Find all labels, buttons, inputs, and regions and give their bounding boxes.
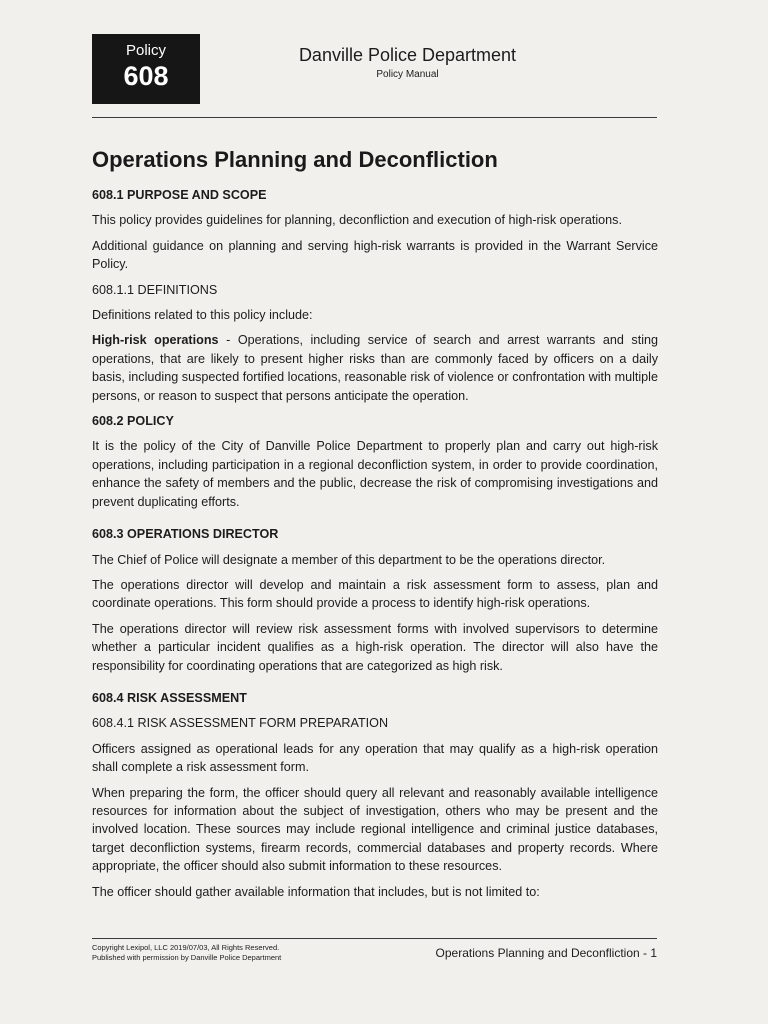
paragraph: The operations director will review risk assessment forms with involved supervisors to determine whether a particular incident qualifies as a high-risk operation. The director will also have the responsibility for coordinating operations that are categorized as high risk.	[92, 621, 658, 673]
subsection-heading-608-4-1: 608.4.1 RISK ASSESSMENT FORM PREPARATION	[92, 716, 389, 731]
section-heading-608-2: 608.2 POLICY	[92, 414, 174, 429]
footer-copyright	[92, 943, 412, 963]
paragraph: Officers assigned as operational leads for any operation that may qualify as a high-risk operation shall complete a risk assessment form.	[92, 741, 658, 775]
section-heading-608-1: 608.1 PURPOSE AND SCOPE	[92, 188, 267, 202]
policy-badge	[92, 34, 200, 104]
header-divider	[92, 117, 657, 118]
definition-term: High-risk operations	[92, 333, 219, 348]
section-heading-608-4: 608.4 RISK ASSESSMENT	[92, 690, 247, 705]
footer-page-label: Operations Planning and Deconfliction - 1	[435, 946, 657, 960]
definition-paragraph	[92, 331, 658, 405]
copyright-line: Copyright Lexipol, LLC 2019/07/03, All Rights Reserved.	[92, 943, 280, 952]
paragraph: Definitions related to this policy include:	[92, 308, 313, 323]
manual-name: Policy Manual	[376, 69, 439, 80]
policy-body	[92, 186, 658, 908]
department-name: Danville Police Department	[298, 45, 517, 65]
section-heading-608-3: 608.3 OPERATIONS DIRECTOR	[92, 527, 279, 542]
paragraph: This policy provides guidelines for planning, deconfliction and execution of high-risk operations.	[92, 213, 622, 228]
paragraph: It is the policy of the City of Danville Police Department to properly plan and carry out high-risk operations, including participation in a regional deconfliction system, in order to provide coordination, enhance the safety of members and the public, decrease the risk of compromising investigations and prevent duplicating efforts.	[92, 439, 658, 509]
subsection-heading-608-1-1: 608.1.1 DEFINITIONS	[92, 282, 218, 297]
policy-badge-label: Policy	[125, 42, 166, 59]
footer-divider	[92, 938, 657, 939]
paragraph: The Chief of Police will designate a member of this department to be the operations director.	[92, 552, 606, 567]
paragraph: When preparing the form, the officer should query all relevant and reasonably available intelligence resources for information about the subject of investigation, others who may be present and the involved location. These sources may include regional intelligence and criminal justice databases, target deconfliction systems, firearm records, commercial databases and property records. Where appropriate, the officer should also submit information to these resources.	[92, 785, 658, 874]
policy-badge-number: 608	[123, 61, 169, 91]
permission-line: Published with permission by Danville Police Department	[92, 953, 282, 962]
page-title: Operations Planning and Deconfliction	[92, 147, 498, 172]
paragraph: The operations director will develop and maintain a risk assessment form to assess, plan and coordinate operations. This form should provide a process to identify high-risk operations.	[92, 577, 658, 611]
definition-text: - Operations, including service of search and arrest warrants and sting operations, that are likely to present higher risks than are commonly faced by officers on a daily basis, including suspected fortified locations, reasonable risk of violence or confrontation with multiple persons, or reason to suspect that persons anticipate the operation.	[92, 333, 659, 403]
paragraph: Additional guidance on planning and serving high-risk warrants is provided in the Warrant Service Policy.	[92, 238, 658, 272]
paragraph: The officer should gather available information that includes, but is not limited to:	[92, 884, 540, 899]
